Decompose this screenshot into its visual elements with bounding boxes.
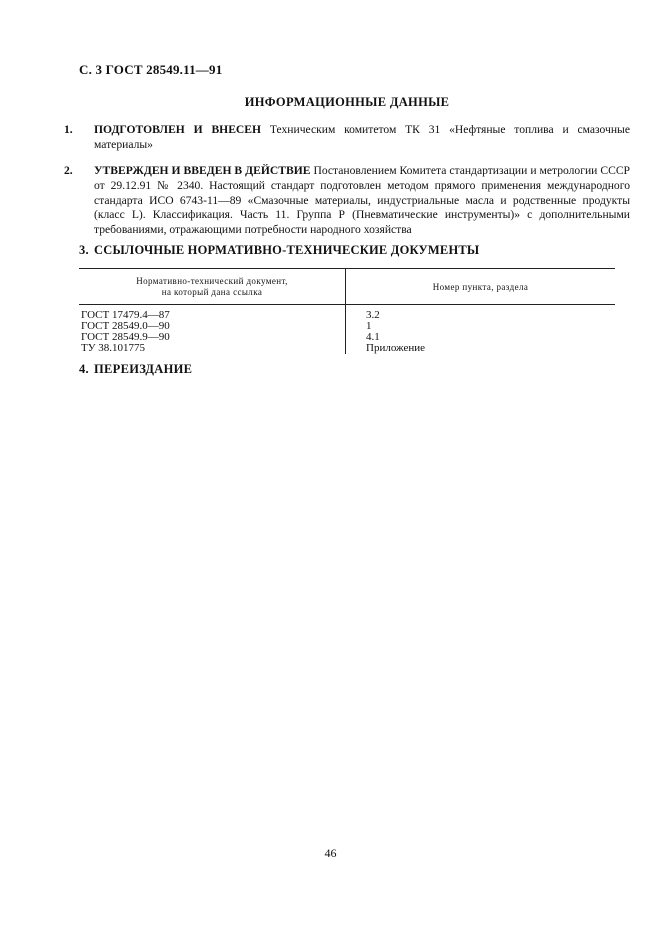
document-title: ИНФОРМАЦИОННЫЕ ДАННЫЕ [244,95,450,109]
cell-clause: 4.1 [366,331,380,343]
cell-clause: 3.2 [366,309,380,321]
section-4-heading [79,362,192,377]
column-header-document [79,269,346,305]
item-text: Техническим комитетом ТК 31 «Нефтяные топлива и смазочные материалы» [94,123,630,151]
header-line: на который дана ссылка [161,287,263,297]
references-table [79,268,615,354]
page-number: 46 [324,846,337,860]
item-text: Постановлением Комитета стандартизации и метрологии СССР от 29.12.91 № 2340. Настоящий стандарт подготовлен методом прямого применения международного стандарта ИСО 6743-11—89 «Смазочные материалы, индустриальные масла и родственные продукты (класс L). Классификация. Часть 11. Группа Р (Пневматические инструменты)» с дополнительными требованиями, отражающими потребности народного хозяйства [94,164,630,237]
table-row [79,332,615,343]
item-lead: ПОДГОТОВЛЕН И ВНЕСЕН [94,123,262,136]
cell-document: ГОСТ 28549.9—90 [79,332,346,343]
item-number: 1. [64,123,73,136]
cell-document: ГОСТ 28549.0—90 [79,321,346,332]
table-header-row [79,269,615,305]
item-number: 2. [64,164,73,177]
cell-clause: 1 [366,320,372,332]
section-number: 3. [79,243,89,257]
page-header: С. 3 ГОСТ 28549.11—91 [79,62,223,77]
table-row [79,305,615,322]
info-item-2 [64,164,630,238]
section-title: ССЫЛОЧНЫЕ НОРМАТИВНО-ТЕХНИЧЕСКИЕ ДОКУМЕНТЫ [94,243,480,257]
section-number: 4. [79,362,89,376]
cell-document: ГОСТ 17479.4—87 [79,305,346,322]
header-line: Нормативно-технический документ, [136,276,288,286]
cell-clause: Приложение [366,342,426,354]
section-title: ПЕРЕИЗДАНИЕ [94,362,193,376]
cell-document: ТУ 38.101775 [79,343,346,354]
table-row [79,343,615,354]
item-lead: УТВЕРЖДЕН И ВВЕДЕН В ДЕЙСТВИЕ [94,164,311,177]
section-3-heading [79,243,479,258]
column-header-clause: Номер пункта, раздела [346,269,616,305]
info-item-1 [64,123,630,153]
